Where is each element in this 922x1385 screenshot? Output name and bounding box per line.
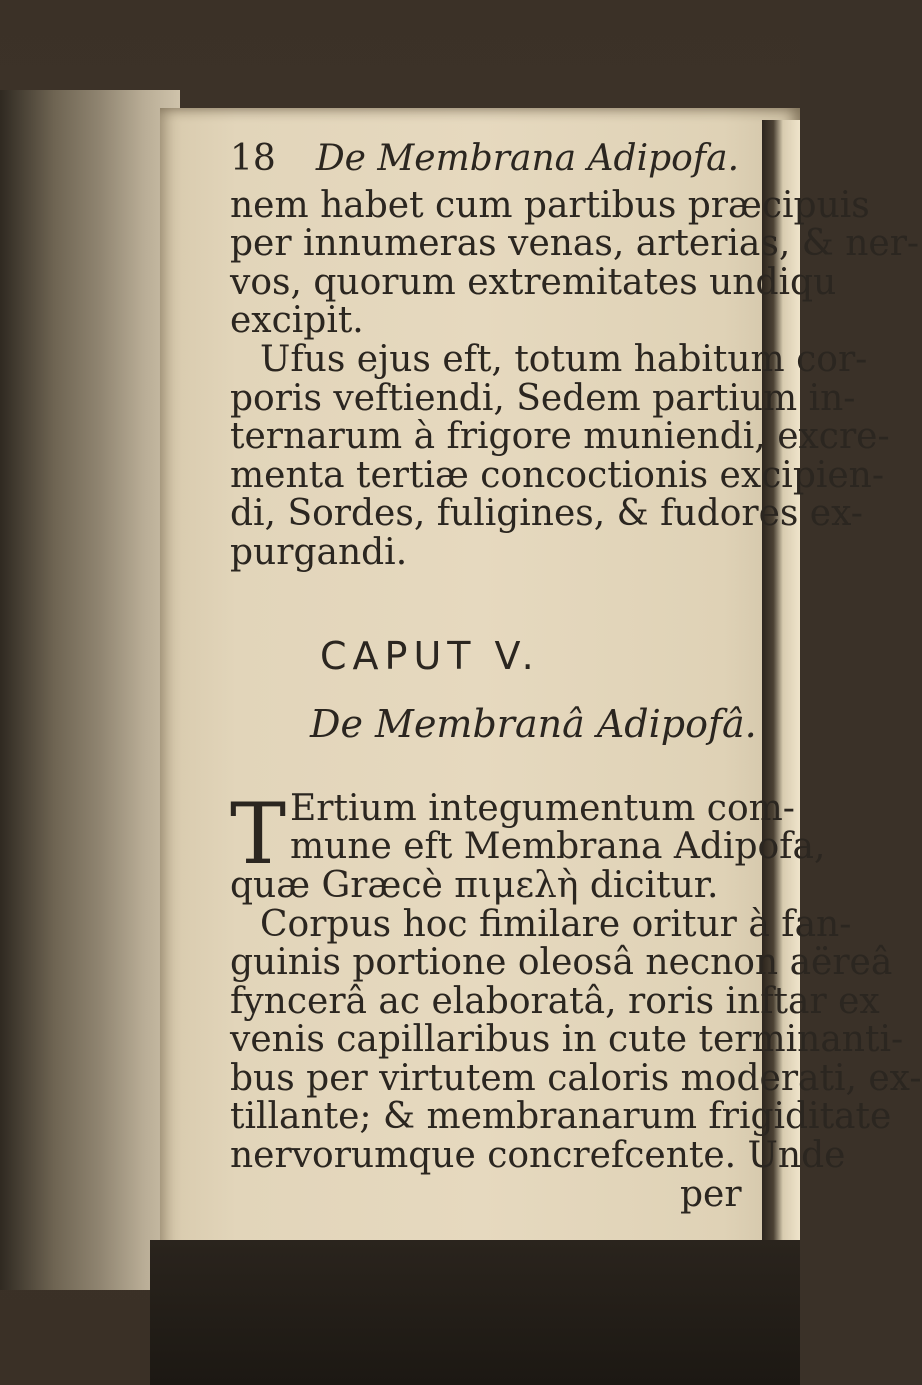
text-line: guinis portione oleosâ necnon aëreâ — [230, 942, 893, 984]
text-line: excipit. — [230, 300, 364, 342]
text-line: poris veftiendi, Sedem partium in- — [230, 377, 856, 419]
catchword: per — [680, 1173, 742, 1215]
text-line: Ertium integumentum com- — [290, 787, 795, 829]
paragraph-3 — [230, 784, 826, 906]
text-line: nem habet cum partibus præcipuis — [230, 184, 870, 226]
text-line: nervorumque concrefcente. Unde — [230, 1135, 846, 1177]
text-line: tillante; & membranarum frigiditate — [230, 1096, 892, 1138]
text-line: purgandi. — [230, 531, 408, 573]
paragraph-1 — [230, 184, 920, 342]
chapter-heading: CAPUT V. — [320, 633, 540, 678]
text-line: menta tertiæ concoctionis excipien- — [230, 454, 885, 496]
text-line: Ufus ejus eft, totum habitum cor- — [260, 338, 868, 380]
running-title: De Membrana Adipofa. — [315, 138, 740, 179]
text-line: vos, quorum extremitates undiqu — [230, 261, 837, 303]
drop-cap: T — [230, 784, 287, 883]
page-bottom-shadow — [150, 1240, 800, 1385]
text-line: di, Sordes, fuligines, & fudores ex- — [230, 493, 863, 535]
previous-page-edge — [0, 90, 180, 1290]
text-line: per innumeras venas, arterias, & ner- — [230, 223, 920, 265]
paragraph-4 — [230, 903, 922, 1215]
text-line: fyncerâ ac elaboratâ, roris inftar ex — [230, 980, 880, 1022]
running-head — [230, 140, 790, 179]
chapter-title: De Membranâ Adipofâ. — [310, 702, 757, 747]
text-line: quæ Græcè πιμελὴ dicitur. — [230, 864, 719, 906]
paragraph-2 — [230, 338, 890, 573]
page-number: 18 — [230, 138, 276, 179]
text-line: bus per virtutem caloris moderati, ex- — [230, 1057, 922, 1099]
text-line: venis capillaribus in cute terminanti- — [230, 1019, 904, 1061]
page-text — [230, 138, 922, 1215]
text-line: Corpus hoc fimilare oritur à fan- — [260, 903, 852, 945]
text-line: mune eft Membrana Adipofa, — [290, 826, 826, 868]
text-line: ternarum à frigore muniendi, excre- — [230, 416, 890, 458]
